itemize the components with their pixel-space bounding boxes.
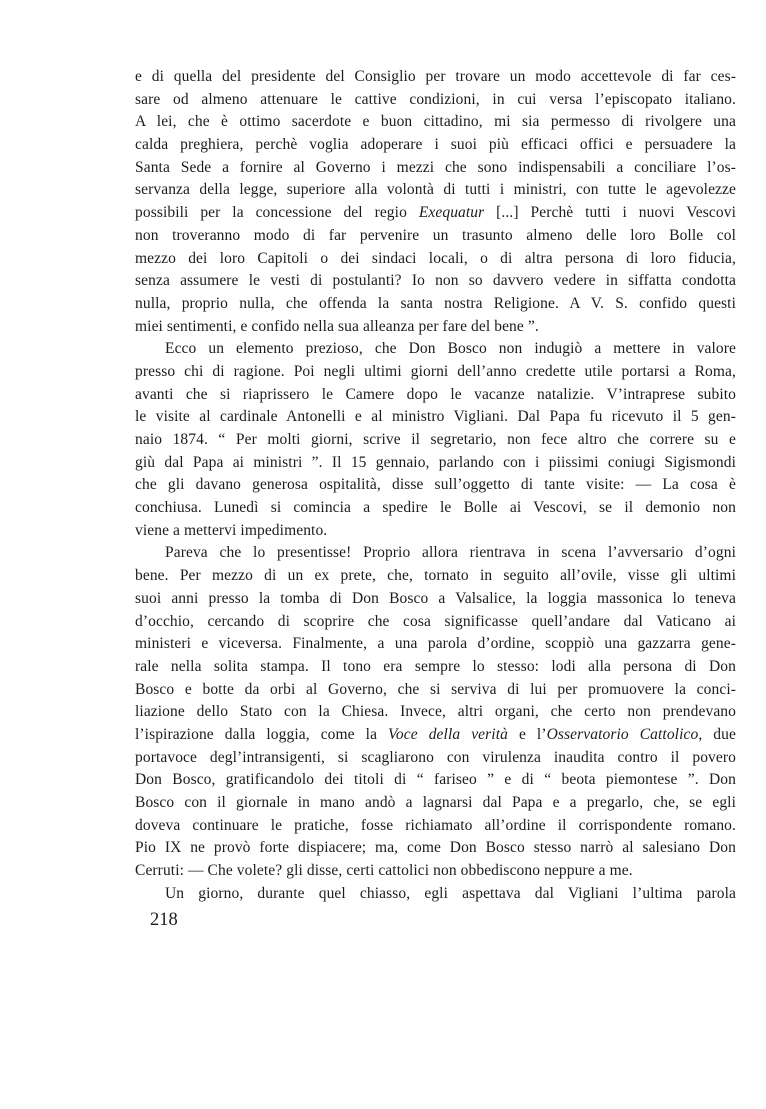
text-line (135, 202, 736, 225)
text-line (135, 837, 736, 860)
body-text: A lei, che è ottimo sacerdote e buon cittadino, mi sia permesso di rivolgere una (135, 113, 736, 131)
text-line (135, 860, 736, 883)
text-line (135, 792, 736, 815)
text-line (135, 883, 736, 906)
body-text: l’ispirazione dalla loggia, come la (135, 725, 389, 743)
text-line (135, 248, 736, 271)
body-text: Pareva che lo presentisse! Proprio allora rientrava in scena l’avversario d’ogni (165, 544, 736, 562)
text-line (135, 588, 736, 611)
body-text: possibili per la concessione del regio (135, 204, 419, 222)
text-line (135, 293, 736, 316)
body-text: senza assumere le vesti di postulanti? Io non so davvero vedere in siffatta condotta (135, 272, 736, 290)
body-text: naio 1874. “ Per molti giorni, scrive il segretario, non fece altro che correre su e (135, 431, 736, 448)
text-line (135, 111, 736, 134)
text-line (135, 747, 736, 770)
text-line (135, 316, 736, 339)
body-text: [...] Perchè tutti i nuovi Vescovi (484, 204, 736, 222)
body-text: rale nella solita stampa. Il tono era sempre lo stesso: lodi alla persona di Don (135, 657, 736, 675)
italic-text: Exequatur (418, 204, 485, 222)
body-text: liazione dello Stato con la Chiesa. Invece, altri organi, che certo non prendevano (135, 703, 736, 721)
body-text: mezzo dei loro Capitoli o dei sindaci locali, o di altra persona di loro fiducia, (135, 249, 736, 267)
body-text: servanza della legge, superiore alla volontà di tutti i ministri, con tutte le agevolezze (135, 181, 736, 199)
text-line (135, 225, 736, 248)
text-line (135, 361, 736, 384)
body-text: presso chi di ragione. Poi negli ultimi giorni dell’anno credette utile portarsi a Roma, (135, 362, 736, 380)
italic-text: Voce della verità (388, 725, 508, 743)
text-line (135, 701, 736, 724)
body-text: viene a mettervi impedimento. (135, 521, 328, 539)
body-text: non troveranno modo di far pervenire un trasunto almeno delle loro Bolle col (135, 226, 736, 244)
text-line (135, 452, 736, 475)
text-line (135, 179, 736, 202)
body-text: Santa Sede a fornire al Governo i mezzi che sono indispensabili a conciliare l’os- (135, 158, 736, 176)
body-text: Don Bosco, gratificandolo dei titoli di “ fariseo ” e di “ beota piemontese ”. Don (135, 771, 736, 789)
page-number: 218 (150, 910, 178, 930)
italic-text: Osservatorio Cattolico (546, 725, 699, 743)
text-line (135, 815, 736, 838)
body-text: Ecco un elemento prezioso, che Don Bosco non indugiò a mettere in valore (165, 340, 736, 358)
body-text: avanti che si riaprissero le Camere dopo le vacanze natalizie. V’intraprese subito (135, 385, 736, 403)
text-line (135, 134, 736, 157)
text-line (135, 656, 736, 679)
text-line (135, 611, 736, 634)
body-text: bene. Per mezzo di un ex prete, che, tornato in seguito all’ovile, visse gli ultimi (135, 567, 736, 585)
text-line (135, 384, 736, 407)
body-text: ministeri e viceversa. Finalmente, a una parola d’ordine, scoppiò una gazzarra gene- (135, 635, 736, 653)
body-text: calda preghiera, perchè voglia adoperare i suoi più efficaci offici e persuadere la (135, 136, 736, 154)
text-line (135, 338, 736, 361)
body-text: che gli davano generosa ospitalità, disse sull’oggetto di tante visite: — La cosa è (135, 476, 736, 494)
text-line (135, 89, 736, 112)
body-text: doveva continuare le pratiche, fosse richiamato all’ordine il corrispondente romano. (135, 816, 736, 834)
body-text: Pio IX ne provò forte dispiacere; ma, come Don Bosco stesso narrò al salesiano Don (135, 839, 736, 857)
body-text: suoi anni presso la tomba di Don Bosco a Valsalice, la loggia massonica lo teneva (135, 589, 736, 607)
text-line (135, 633, 736, 656)
text-line (135, 270, 736, 293)
text-line (135, 769, 736, 792)
text-line (135, 542, 736, 565)
body-text: e di quella del presidente del Consiglio per trovare un modo accettevole di far ces- (135, 68, 736, 85)
text-block (135, 66, 736, 905)
body-text: miei sentimenti, e confido nella sua alleanza per fare del bene ”. (135, 317, 539, 335)
text-line (135, 429, 736, 452)
text-line (135, 679, 736, 702)
body-text: giù dal Papa ai ministri ”. Il 15 gennaio, parlando con i piissimi coniugi Sigismondi (135, 453, 736, 471)
body-text: Un giorno, durante quel chiasso, egli aspettava dal Vigliani l’ultima parola (165, 884, 736, 902)
text-line (135, 406, 736, 429)
text-line (135, 565, 736, 588)
body-text: nulla, proprio nulla, che offenda la santa nostra Religione. A V. S. confido questi (135, 294, 736, 312)
body-text: le visite al cardinale Antonelli e al ministro Vigliani. Dal Papa fu ricevuto il 5 gen- (135, 408, 736, 426)
body-text: e l’ (507, 725, 547, 743)
text-line (135, 724, 736, 747)
text-line (135, 497, 736, 520)
body-text: , due (698, 725, 736, 743)
text-line (135, 520, 736, 543)
body-text: sare od almeno attenuare le cattive condizioni, in cui versa l’episcopato italiano. (135, 90, 736, 108)
body-text: portavoce degl’intransigenti, si scagliarono con virulenza inaudita contro il povero (135, 748, 736, 766)
text-line (135, 474, 736, 497)
body-text: Bosco con il giornale in mano andò a lagnarsi dal Papa e a pregarlo, che, se egli (135, 794, 736, 811)
text-line (135, 157, 736, 180)
body-text: conchiusa. Lunedì si comincia a spedire le Bolle ai Vescovi, se il demonio non (135, 499, 736, 517)
text-line (135, 66, 736, 89)
body-text: d’occhio, cercando di scoprire che cosa significasse quell’andare dal Vaticano ai (135, 612, 736, 630)
body-text: Cerruti: — Che volete? gli disse, certi cattolici non obbediscono neppure a me. (135, 862, 633, 880)
body-text: Bosco e botte da orbi al Governo, che si serviva di lui per promuovere la conci- (135, 680, 736, 698)
